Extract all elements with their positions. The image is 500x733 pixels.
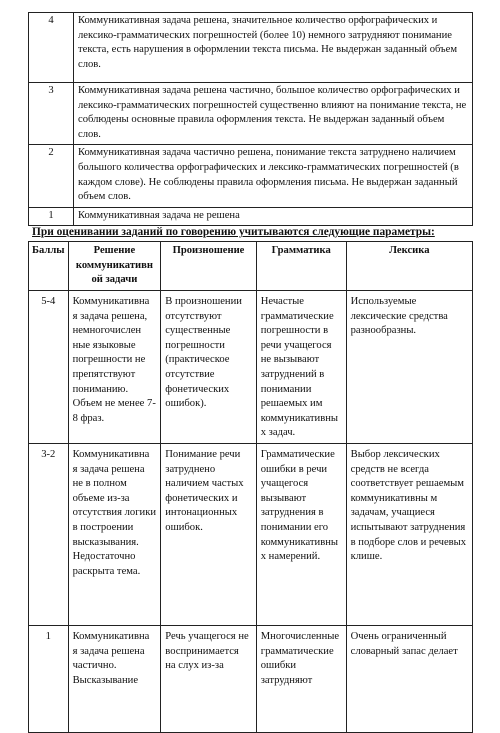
grammar-cell: Нечастые грамматические погрешности в речи учащегося не вызывают затруднений в понимании решаемых им коммуникативны х задач.	[256, 291, 346, 444]
pronunciation-cell: Понимание речи затруднено наличием частых фонетических и интонационных ошибок.	[161, 443, 256, 625]
section-heading: При оценивании заданий по говорению учитываются следующие параметры:	[32, 226, 435, 238]
score-cell: 3	[29, 83, 74, 145]
score-cell: 4	[29, 13, 74, 83]
table-row	[29, 207, 473, 226]
score-cell: 1	[29, 207, 74, 226]
score-cell: 5-4	[29, 291, 69, 444]
column-header-score: Баллы	[29, 242, 69, 291]
column-header-pronunciation: Произношение	[161, 242, 256, 291]
table-row	[29, 83, 473, 145]
table-row	[29, 291, 473, 444]
table-row	[29, 145, 473, 207]
pronunciation-cell: В произношении отсутствуют существенные погрешности (практическое отсутствие фонетических ошибок).	[161, 291, 256, 444]
score-cell: 3-2	[29, 443, 69, 625]
speaking-criteria-table	[28, 241, 473, 733]
criteria-cell: Коммуникативная задача не решена	[74, 207, 473, 226]
column-header-task: Решение коммуникативн ой задачи	[68, 242, 161, 291]
table-row	[29, 13, 473, 83]
score-cell: 2	[29, 145, 74, 207]
vocabulary-cell: Очень ограниченный словарный запас делает	[346, 625, 472, 732]
table-row	[29, 443, 473, 625]
criteria-cell: Коммуникативная задача решена, значительное количество орфографических и лексико-грамматических погрешностей (более 10) немного затрудняют понимание текста, есть нарушения в оформлении текста письма. Не выдержан заданный объем слов.	[74, 13, 473, 83]
grammar-cell: Многочисленные грамматические ошибки затрудняют	[256, 625, 346, 732]
criteria-cell: Коммуникативная задача решена частично, большое количество орфографических и лексико-грамматических погрешностей существенно влияют на понимание текста, не соблюдены основные правила оформления текста. Не выдержан заданный объем слов.	[74, 83, 473, 145]
table-row	[29, 625, 473, 732]
task-cell: Коммуникативна я задача решена, немногочислен ные языковые погрешности не препятствуют пониманию. Объем не менее 7-8 фраз.	[68, 291, 161, 444]
table-header-row	[29, 242, 473, 291]
column-header-grammar: Грамматика	[256, 242, 346, 291]
pronunciation-cell: Речь учащегося не воспринимается на слух из-за	[161, 625, 256, 732]
task-cell: Коммуникативна я задача решена частично. Высказывание	[68, 625, 161, 732]
score-cell: 1	[29, 625, 69, 732]
column-header-vocabulary: Лексика	[346, 242, 472, 291]
criteria-cell: Коммуникативная задача частично решена, понимание текста затруднено наличием большого количества орфографических и лексико-грамматических погрешностей (в каждом слове). Не соблюдены правила оформления письма. Не выдержан заданный объем слов.	[74, 145, 473, 207]
vocabulary-cell: Выбор лексических средств не всегда соответствует решаемым коммуникативны м задачам, учащиеся испытывают затруднения в подборе слов и речевых клише.	[346, 443, 472, 625]
grammar-cell: Грамматические ошибки в речи учащегося вызывают затруднения в понимании его коммуникативны х намерений.	[256, 443, 346, 625]
task-cell: Коммуникативна я задача решена не в полном объеме из-за отсутствия логики в построении высказывания. Недостаточно раскрыта тема.	[68, 443, 161, 625]
writing-criteria-table	[28, 12, 473, 226]
vocabulary-cell: Используемые лексические средства разнообразны.	[346, 291, 472, 444]
